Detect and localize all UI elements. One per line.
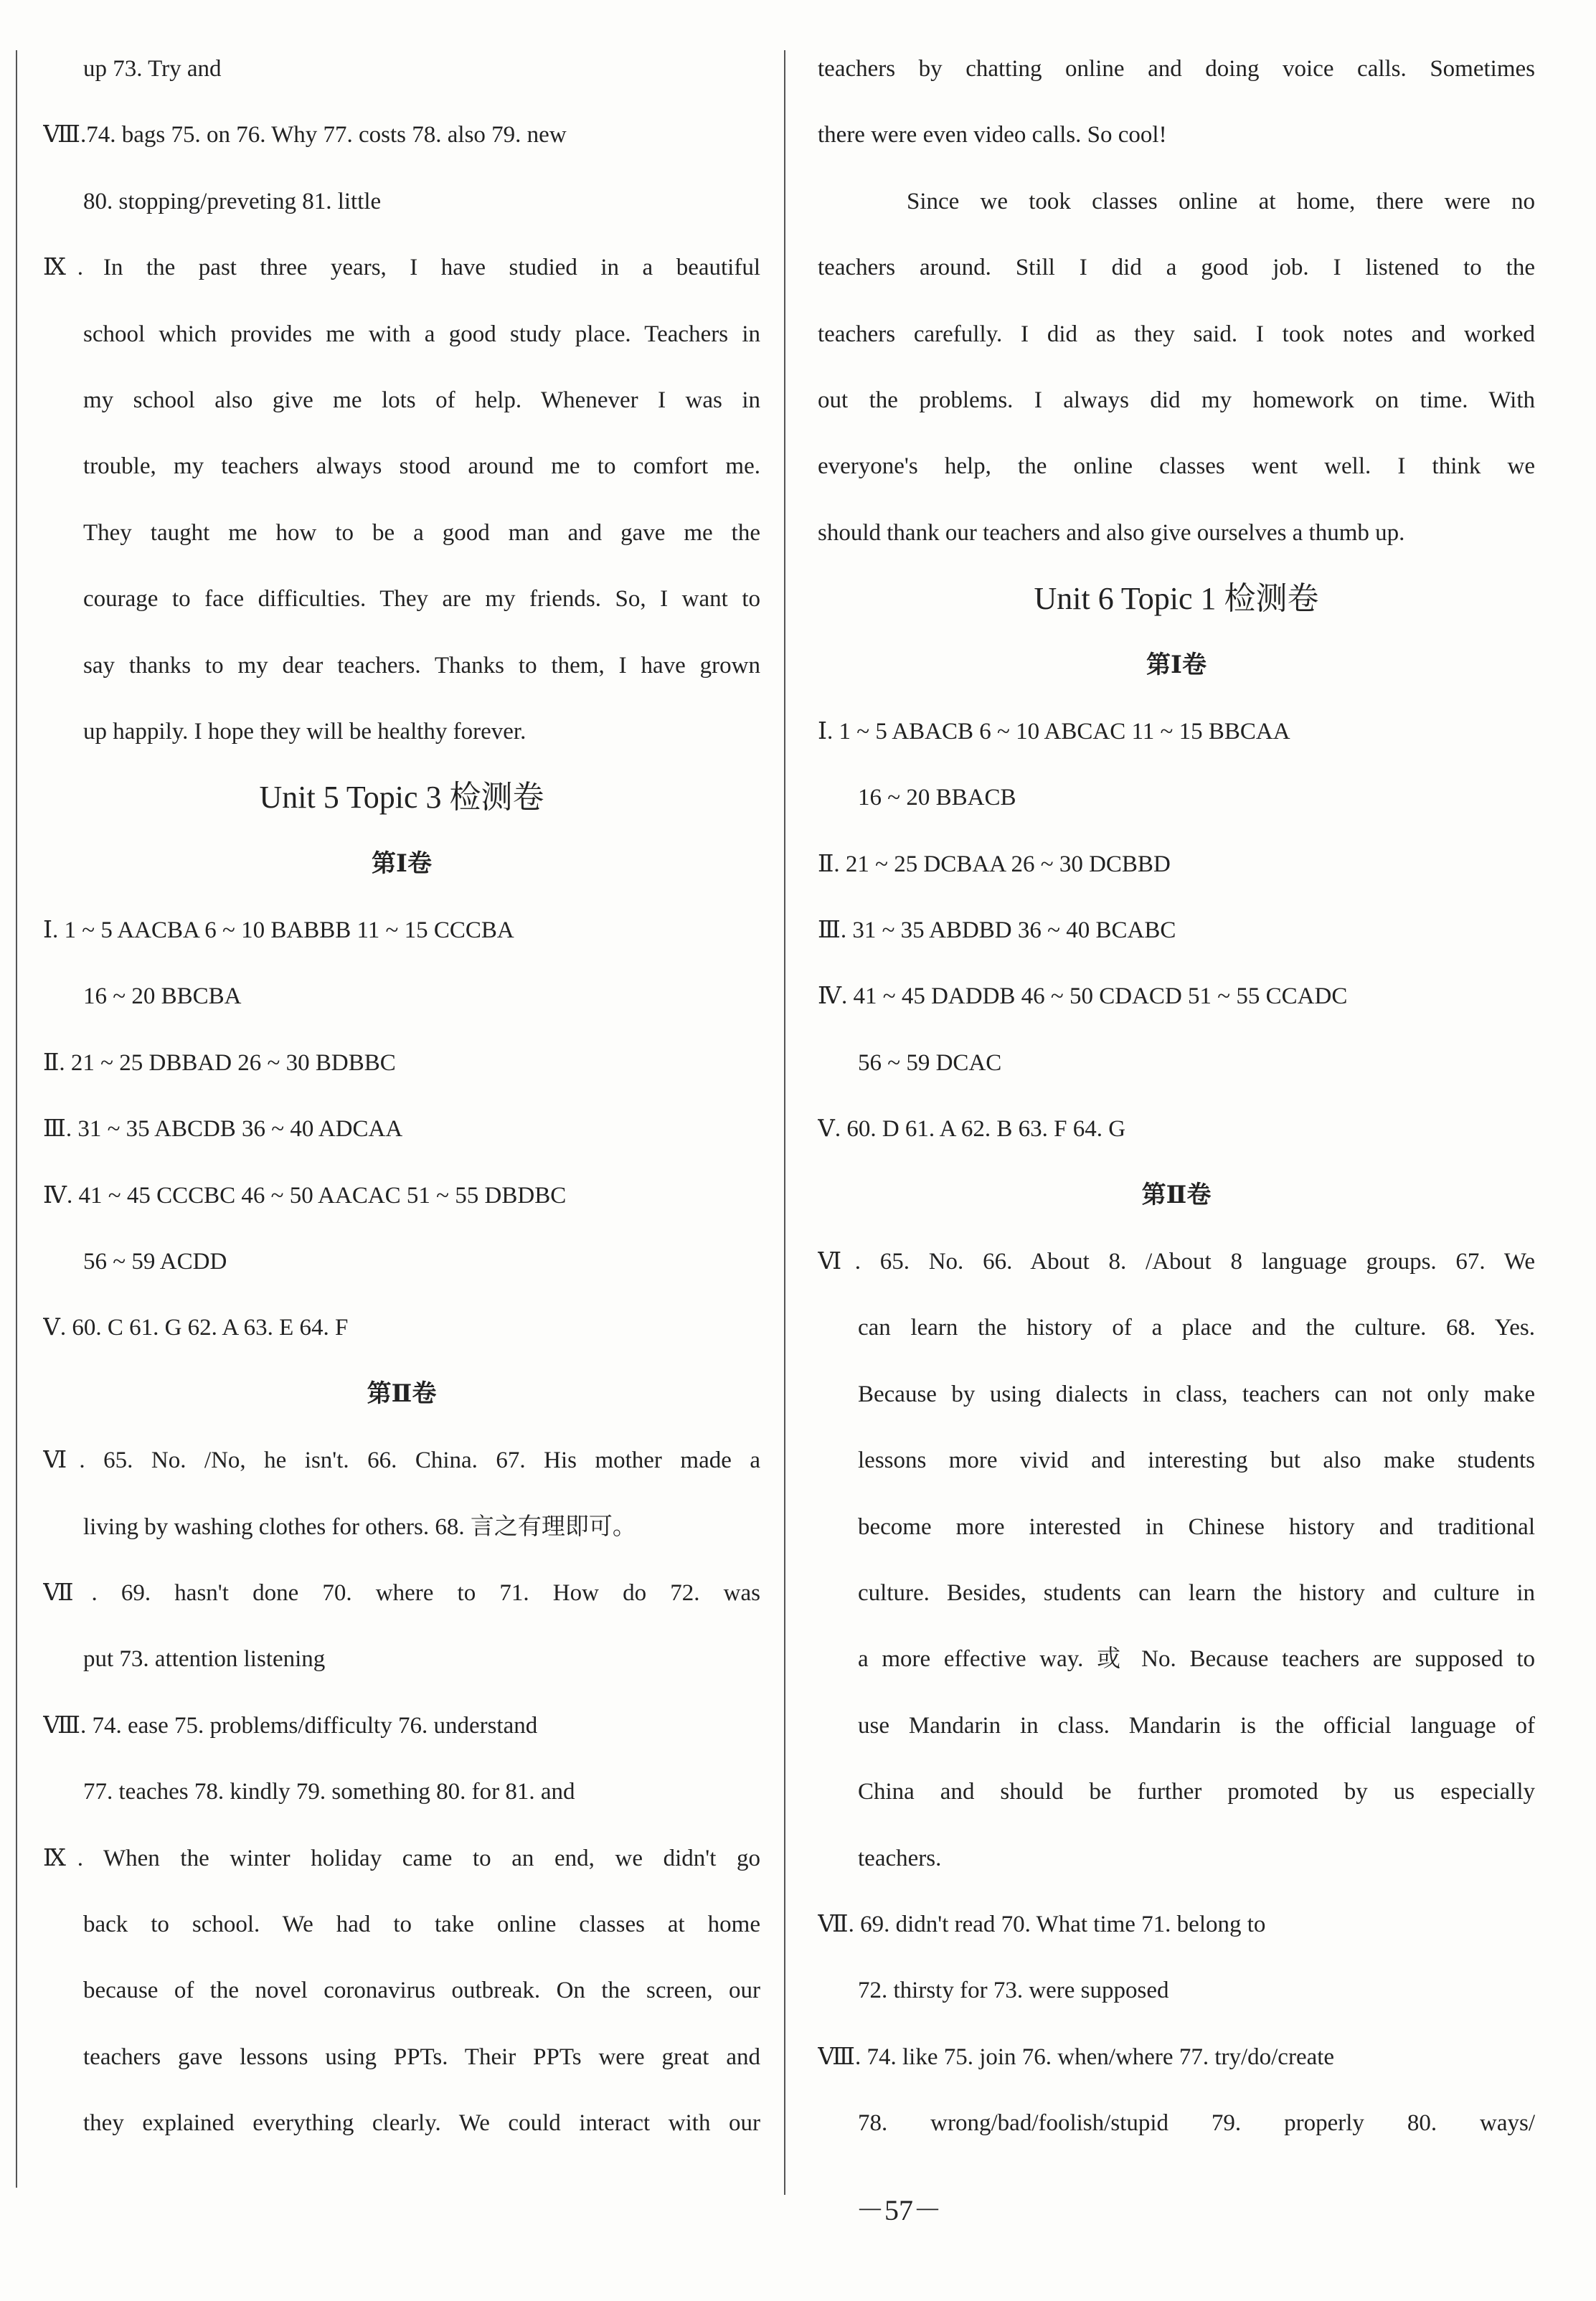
text-line: Ⅴ. 60. D 61. A 62. B 63. F 64. G bbox=[818, 1116, 1126, 1143]
text-line: Ⅷ.74. bags 75. on 76. Why 77. costs 78. also 79. new bbox=[43, 122, 567, 148]
text-line: Ⅵ. 65. No. 66. About 8. /About 8 language groups. 67. We bbox=[818, 1249, 1535, 1275]
text-line bbox=[43, 1825, 760, 1891]
text-line: trouble, my teachers always stood around me to comfort me. bbox=[83, 453, 760, 480]
text-line: Ⅷ. 74. ease 75. problems/difficulty 76. understand bbox=[43, 1712, 538, 1739]
text-line: a more effective way. 或 No. Because teachers are supposed to bbox=[858, 1646, 1535, 1673]
text-line: courage to face difficulties. They are my friends. So, I want to bbox=[83, 586, 760, 613]
text-line: culture. Besides, students can learn the history and culture in bbox=[858, 1579, 1535, 1606]
text-line: teachers carefully. I did as they said. I took notes and worked bbox=[818, 321, 1535, 347]
text-line: back to school. We had to take online classes at home bbox=[83, 1911, 760, 1937]
text-line: teachers gave lessons using PPTs. Their PPTs were great and bbox=[83, 2044, 760, 2070]
text-line: should thank our teachers and also give ourselves a thumb up. bbox=[818, 519, 1405, 546]
text-line: Since we took classes online at home, there were no bbox=[907, 188, 1535, 214]
text-line: teachers. bbox=[858, 1845, 942, 1871]
line-text: When the winter holiday came to an end, we didn't go bbox=[103, 1845, 760, 1871]
line-text: In the past three years, I have studied in a beautiful bbox=[103, 255, 760, 281]
text-line: up happily. I hope they will be healthy forever. bbox=[83, 718, 527, 745]
text-line: because of the novel coronavirus outbreak. On the screen, our bbox=[83, 1978, 760, 2004]
text-line: out the problems. I always did my homework on time. With bbox=[818, 387, 1535, 413]
unit-title: Unit 6 Topic 1 检测卷 bbox=[1034, 581, 1319, 617]
text-line: 78. wrong/bad/foolish/stupid 79. properly 80. ways/ bbox=[858, 2110, 1535, 2137]
text-line: Ⅴ. 60. C 61. G 62. A 63. E 64. F bbox=[43, 1315, 349, 1341]
text-line: lessons more vivid and interesting but also make students bbox=[858, 1447, 1535, 1474]
text-line: teachers by chatting online and doing voice calls. Sometimes bbox=[818, 56, 1535, 82]
text-line: use Mandarin in class. Mandarin is the official language of bbox=[858, 1712, 1535, 1739]
text-line: everyone's help, the online classes went well. I think we bbox=[818, 453, 1535, 480]
text-line: my school also give me lots of help. Whenever I was in bbox=[83, 387, 760, 413]
left-column bbox=[43, 36, 760, 2157]
text-line: become more interested in Chinese history and traditional bbox=[858, 1513, 1535, 1540]
left-column-rule bbox=[16, 50, 17, 2188]
section-title: 第Ⅱ卷 bbox=[1141, 1181, 1212, 1209]
text-line: Ⅲ. 31 ~ 35 ABCDB 36 ~ 40 ADCAA bbox=[43, 1116, 403, 1143]
text-line: school which provides me with a good study place. Teachers in bbox=[83, 321, 760, 347]
text-line: Ⅵ. 65. No. /No, he isn't. 66. China. 67. His mother made a bbox=[43, 1447, 760, 1474]
text-line: Ⅲ. 31 ~ 35 ABDBD 36 ~ 40 BCABC bbox=[818, 917, 1176, 944]
text-line: 56 ~ 59 ACDD bbox=[83, 1249, 227, 1275]
text-line: Ⅶ. 69. didn't read 70. What time 71. belong to bbox=[818, 1911, 1266, 1937]
text-line: They taught me how to be a good man and gave me the bbox=[83, 519, 760, 546]
section-title: 第Ⅰ卷 bbox=[1146, 651, 1207, 679]
text-line: 72. thirsty for 73. were supposed bbox=[858, 1978, 1169, 2004]
text-line: Ⅰ. 1 ~ 5 AACBA 6 ~ 10 BABBB 11 ~ 15 CCCBA bbox=[43, 917, 514, 944]
unit-title: Unit 5 Topic 3 检测卷 bbox=[259, 780, 544, 816]
text-line: 16 ~ 20 BBCBA bbox=[83, 983, 242, 1010]
text-line: Ⅱ. 21 ~ 25 DCBAA 26 ~ 30 DCBBD bbox=[818, 851, 1171, 877]
text-line: say thanks to my dear teachers. Thanks to them, I have grown bbox=[83, 652, 760, 679]
column-divider bbox=[784, 50, 785, 2195]
text-line: living by washing clothes for others. 68. 言之有理即可。 bbox=[83, 1513, 636, 1540]
section-marker: Ⅸ. bbox=[43, 255, 83, 281]
section-title: 第Ⅱ卷 bbox=[367, 1380, 437, 1407]
text-line: up 73. Try and bbox=[83, 56, 222, 82]
text-line: Ⅳ. 41 ~ 45 DADDB 46 ~ 50 CDACD 51 ~ 55 CCADC bbox=[818, 983, 1348, 1010]
text-line: Ⅰ. 1 ~ 5 ABACB 6 ~ 10 ABCAC 11 ~ 15 BBCAA bbox=[818, 718, 1290, 745]
text-line: 80. stopping/preveting 81. little bbox=[83, 188, 382, 214]
text-line: China and should be further promoted by us especially bbox=[858, 1779, 1535, 1805]
text-line: Because by using dialects in class, teachers can not only make bbox=[858, 1381, 1535, 1407]
text-line: Ⅱ. 21 ~ 25 DBBAD 26 ~ 30 BDBBC bbox=[43, 1049, 396, 1076]
text-line: Ⅳ. 41 ~ 45 CCCBC 46 ~ 50 AACAC 51 ~ 55 DBDBC bbox=[43, 1182, 567, 1209]
text-line: can learn the history of a place and the culture. 68. Yes. bbox=[858, 1315, 1535, 1341]
text-line: Ⅷ. 74. like 75. join 76. when/where 77. try/do/create bbox=[818, 2044, 1335, 2070]
section-title: 第Ⅰ卷 bbox=[372, 850, 432, 877]
text-line: teachers around. Still I did a good job. I listened to the bbox=[818, 255, 1535, 281]
text-line: put 73. attention listening bbox=[83, 1646, 326, 1673]
text-line: 56 ~ 59 DCAC bbox=[858, 1049, 1002, 1076]
text-line: there were even video calls. So cool! bbox=[818, 122, 1167, 148]
text-line: 77. teaches 78. kindly 79. something 80. for 81. and bbox=[83, 1779, 575, 1805]
text-line: Ⅶ. 69. hasn't done 70. where to 71. How do 72. was bbox=[43, 1579, 760, 1606]
section-marker: Ⅸ. bbox=[43, 1845, 83, 1871]
text-line: they explained everything clearly. We could interact with our bbox=[83, 2110, 760, 2137]
text-line: 16 ~ 20 BBACB bbox=[858, 785, 1016, 811]
right-column bbox=[818, 36, 1535, 2157]
text-line bbox=[43, 235, 760, 301]
page-number: －57－ bbox=[856, 2194, 942, 2226]
